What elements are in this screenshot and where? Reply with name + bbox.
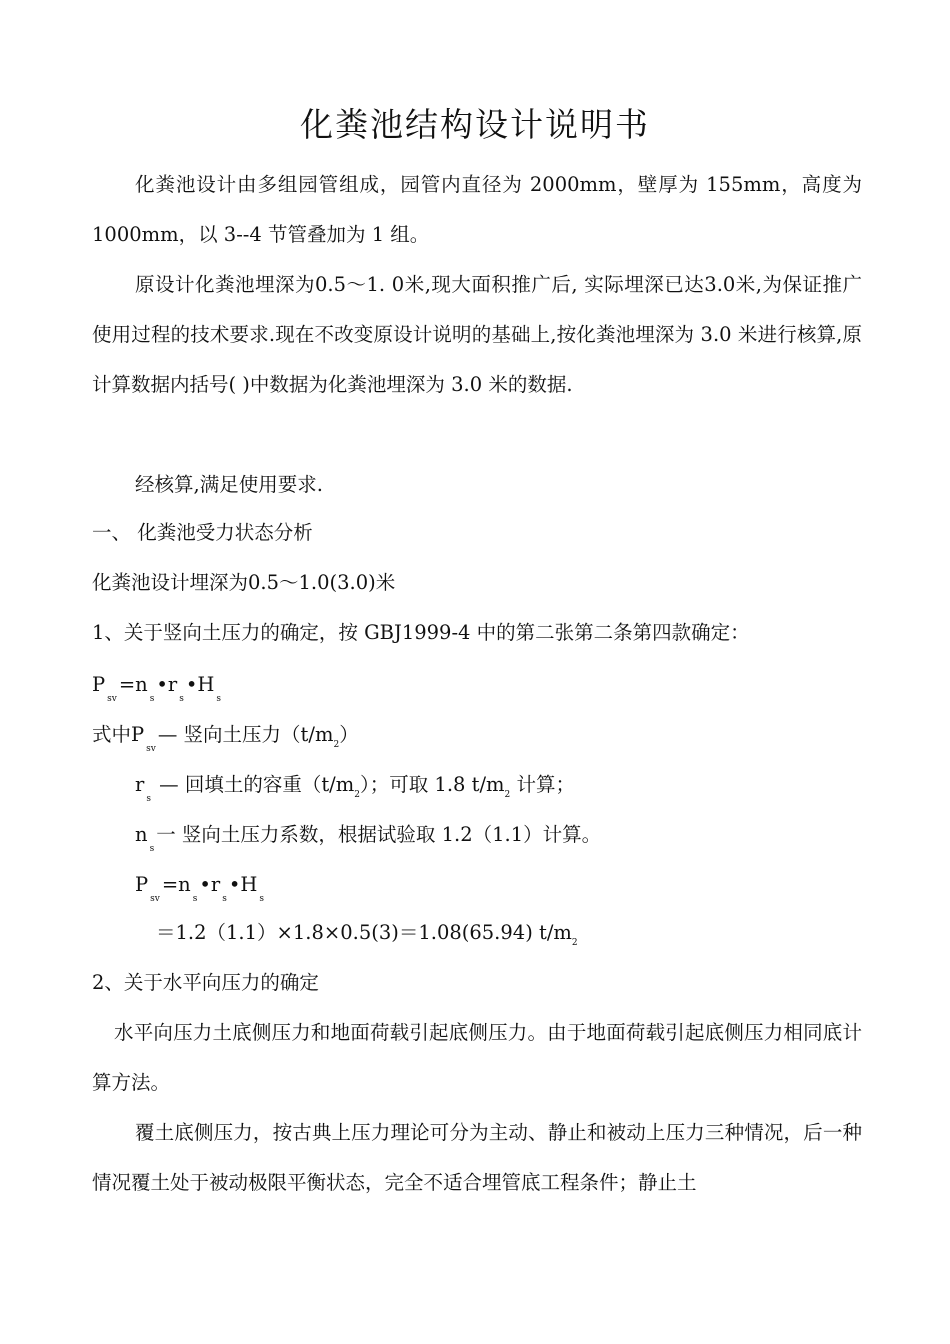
formula-symbol: r (210, 873, 221, 896)
definition-text: 一 竖向土压力系数，根据试验取 1.2（1.1）计算。 (156, 823, 602, 846)
formula-subscript: s (149, 694, 155, 704)
formula-operator: • (199, 873, 211, 896)
document-title: 化粪池结构设计说明书 (300, 105, 650, 144)
formula-subscript: s (192, 894, 198, 904)
calculation-line (156, 918, 578, 952)
formula-symbol: H (240, 873, 258, 896)
definition-ns (135, 820, 601, 854)
paragraph-horizontal-pressure: 水平向压力土底侧压力和地面荷载引起底侧压力。由于地面荷载引起底侧压力相同底计算方法。 (92, 1021, 862, 1094)
unit-exponent: 2 (571, 938, 578, 948)
formula-subscript: sv (107, 694, 117, 704)
formula-subscript: s (179, 694, 184, 704)
formula-subscript: s (146, 794, 151, 804)
paragraph-soil-pressure: 覆土底侧压力，按古典上压力理论可分为主动、静止和被动上压力三种情况，后一种情况覆土处于被动极限平衡状态，完全不适合埋管底工程条件；静止土 (92, 1121, 862, 1194)
paragraph-conclusion: 经核算,满足使用要求. (135, 473, 323, 496)
formula-symbol: H (197, 673, 215, 696)
definition-psv (92, 720, 359, 754)
definition-text: 计算； (510, 773, 575, 796)
formula-symbol: P (131, 723, 145, 746)
paragraph-intro: 化粪池设计由多组园管组成，园管内直径为 2000mm，壁厚为 155mm，高度为 1000mm，以 3--4 节管叠加为 1 组。 (92, 173, 862, 246)
definition-text: — 竖向土压力（t/m (157, 723, 334, 746)
definition-text: ） (339, 723, 359, 746)
formula-operator: • (185, 673, 198, 696)
formula-symbol: n (135, 823, 148, 846)
formula-psv-repeat (135, 870, 266, 904)
formula-symbol: =n (161, 873, 191, 896)
calculation-text: ＝1.2（1.1）×1.8×0.5(3)＝1.08(65.94) t/m (156, 921, 572, 944)
item-1-heading: 1、关于竖向土压力的确定，按 GBJ1999-4 中的第二张第二条第四款确定： (92, 621, 750, 644)
formula-subscript: sv (146, 744, 156, 754)
depth-line: 化粪池设计埋深为0.5～1.0(3.0)米 (92, 571, 396, 594)
section-heading-1: 一、 化粪池受力状态分析 (92, 521, 313, 544)
formula-subscript: s (259, 894, 264, 904)
formula-operator: • (156, 673, 168, 696)
formula-subscript: s (222, 894, 227, 904)
paragraph-depth-change: 原设计化粪池埋深为0.5～1. 0米,现大面积推广后, 实际埋深已达3.0米,为保证推广使用过程的技术要求.现在不改变原设计说明的基础上,按化粪池埋深为 3.0 米进行核算,原计算数据内括号( )中数据为化粪池埋深为 3.0 米的数据. (92, 273, 862, 396)
unit-exponent: 2 (354, 790, 360, 800)
formula-subscript: s (216, 694, 221, 704)
unit-exponent: 2 (333, 740, 340, 750)
formula-symbol: r (167, 673, 178, 696)
definition-text: ）；可取 1.8 t/m (359, 773, 505, 796)
definition-text: — 回填土的容重（t/m (152, 773, 355, 796)
formula-symbol: P (92, 673, 106, 696)
formula-psv (92, 670, 223, 704)
formula-symbol: =n (118, 673, 148, 696)
unit-exponent: 2 (504, 790, 511, 800)
definition-rs (135, 770, 575, 804)
formula-symbol: P (135, 873, 149, 896)
formula-subscript: s (149, 844, 155, 854)
item-2-heading: 2、关于水平向压力的确定 (92, 971, 319, 994)
formula-operator: • (228, 873, 241, 896)
formula-subscript: sv (150, 894, 160, 904)
definition-prefix: 式中 (92, 723, 132, 746)
formula-symbol: r (135, 773, 145, 796)
